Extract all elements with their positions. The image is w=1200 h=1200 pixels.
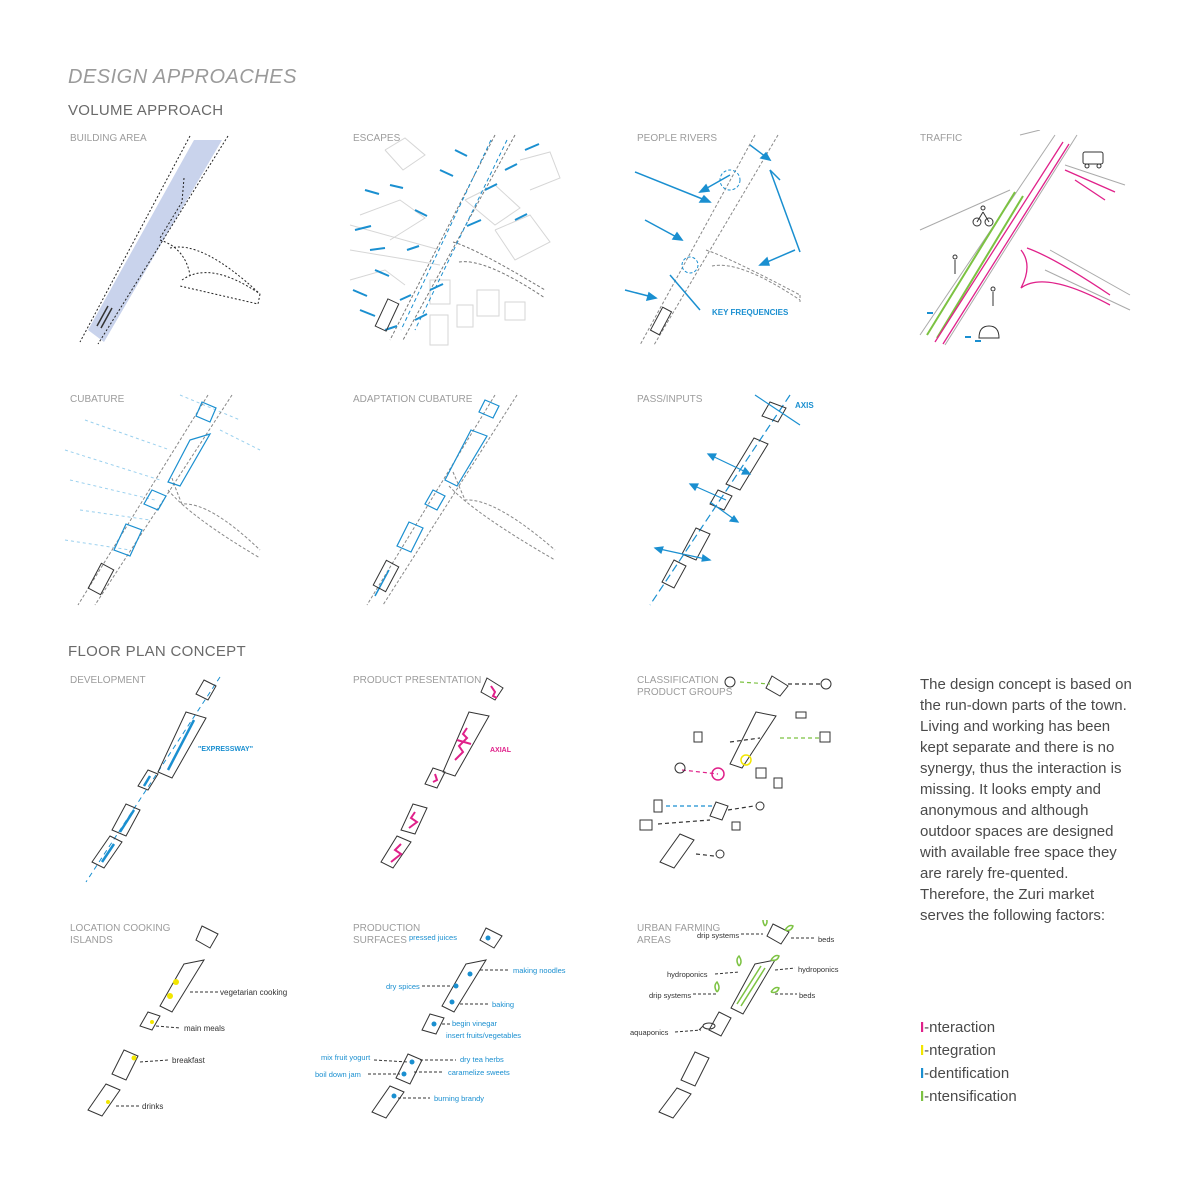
legend xyxy=(920,1016,1017,1108)
insert-fruits-label: insert fruits/vegetables xyxy=(446,1031,522,1040)
building-area-diagram xyxy=(60,130,280,360)
making-noodles-label: making noodles xyxy=(513,966,566,975)
building-area-fill xyxy=(88,140,222,342)
legend-text-integration: -ntegration xyxy=(924,1042,996,1059)
label-traffic: TRAFFIC xyxy=(920,133,963,144)
legend-mark-identification: I xyxy=(920,1065,925,1082)
page-title: DESIGN APPROACHES xyxy=(68,66,297,88)
drip-systems-mid-label: drip systems xyxy=(649,991,692,1000)
pressed-juices-label: pressed juices xyxy=(409,933,457,942)
drip-systems-top-label: drip systems xyxy=(697,931,740,940)
label-people-rivers: PEOPLE RIVERS xyxy=(637,133,718,144)
concept-description: The design concept is based on the run-down parts of the town. Living and working has been kept separate and there is no synergy, thus the interaction is missing. It looks empty and anonymous and although outdoor spaces are designed with available free space they are rarely fre-quented. Therefore, the Zuri market serves the following factors: xyxy=(920,676,1132,924)
hydroponics-left-label: hydroponics xyxy=(667,970,708,979)
burning-brandy-label: burning brandy xyxy=(434,1094,485,1103)
beds-mid-label: beds xyxy=(799,991,816,1000)
legend-mark-intensification: I xyxy=(920,1088,925,1105)
boil-down-jam-label: boil down jam xyxy=(315,1070,361,1079)
pass-inputs-diagram xyxy=(630,390,850,615)
beds-top-label: beds xyxy=(818,935,835,944)
mix-fruit-yogurt-label: mix fruit yogurt xyxy=(321,1053,371,1062)
legend-interaction xyxy=(920,1016,1017,1039)
label-classification: CLASSIFICATION PRODUCT GROUPS xyxy=(637,675,733,698)
urban-farming-diagram xyxy=(625,920,860,1120)
section-title-volume: VOLUME APPROACH xyxy=(68,102,224,119)
label-location-cooking: LOCATION COOKING ISLANDS xyxy=(70,923,171,946)
axis-label: AXIS xyxy=(795,401,814,410)
classification-diagram xyxy=(630,672,850,887)
begin-vinegar-label: begin vinegar xyxy=(452,1019,498,1028)
key-frequencies-label: KEY FREQUENCIES xyxy=(712,308,789,317)
legend-integration xyxy=(920,1039,1017,1062)
traffic-diagram xyxy=(915,130,1140,360)
aquaponics-label: aquaponics xyxy=(630,1028,669,1037)
axial-label: AXIAL xyxy=(490,747,511,754)
development-diagram xyxy=(60,672,280,887)
expressway-label: "EXPRESSWAY" xyxy=(198,746,254,753)
product-presentation-diagram xyxy=(345,672,565,887)
legend-text-identification: -dentification xyxy=(924,1065,1010,1082)
label-building-area: BUILDING AREA xyxy=(70,133,147,144)
label-urban-farming: URBAN FARMING AREAS xyxy=(637,923,721,946)
drinks-label: drinks xyxy=(142,1102,164,1111)
label-cubature: CUBATURE xyxy=(70,394,125,405)
escapes-diagram xyxy=(345,130,570,360)
dry-tea-herbs-label: dry tea herbs xyxy=(460,1055,504,1064)
legend-identification xyxy=(920,1062,1017,1085)
legend-text-interaction: -nteraction xyxy=(924,1019,996,1036)
label-production-surfaces: PRODUCTION SURFACES xyxy=(353,923,421,946)
legend-text-intensification: -ntensification xyxy=(924,1088,1017,1105)
label-pass-inputs: PASS/INPUTS xyxy=(637,394,703,405)
legend-intensification xyxy=(920,1085,1017,1108)
cubature-diagram xyxy=(60,390,280,615)
section-title-floor-plan: FLOOR PLAN CONCEPT xyxy=(68,643,246,660)
location-cooking-diagram xyxy=(60,920,310,1120)
people-rivers-diagram xyxy=(620,130,850,360)
legend-mark-interaction: I xyxy=(920,1019,925,1036)
label-product-presentation: PRODUCT PRESENTATION xyxy=(353,675,482,686)
label-adaptation-cubature: ADAPTATION CUBATURE xyxy=(353,394,473,405)
adaptation-cubature-diagram xyxy=(345,390,570,615)
breakfast-label: breakfast xyxy=(172,1056,205,1065)
main-meals-label: main meals xyxy=(184,1024,225,1033)
caramelize-sweets-label: caramelize sweets xyxy=(448,1068,510,1077)
dry-spices-label: dry spices xyxy=(386,982,420,991)
baking-label: baking xyxy=(492,1000,515,1009)
production-surfaces-diagram xyxy=(310,920,570,1120)
vegetarian-cooking-label: vegetarian cooking xyxy=(220,988,288,997)
legend-mark-integration: I xyxy=(920,1042,925,1059)
hydroponics-right-label: hydroponics xyxy=(798,965,839,974)
label-development: DEVELOPMENT xyxy=(70,675,146,686)
label-escapes: ESCAPES xyxy=(353,133,401,144)
